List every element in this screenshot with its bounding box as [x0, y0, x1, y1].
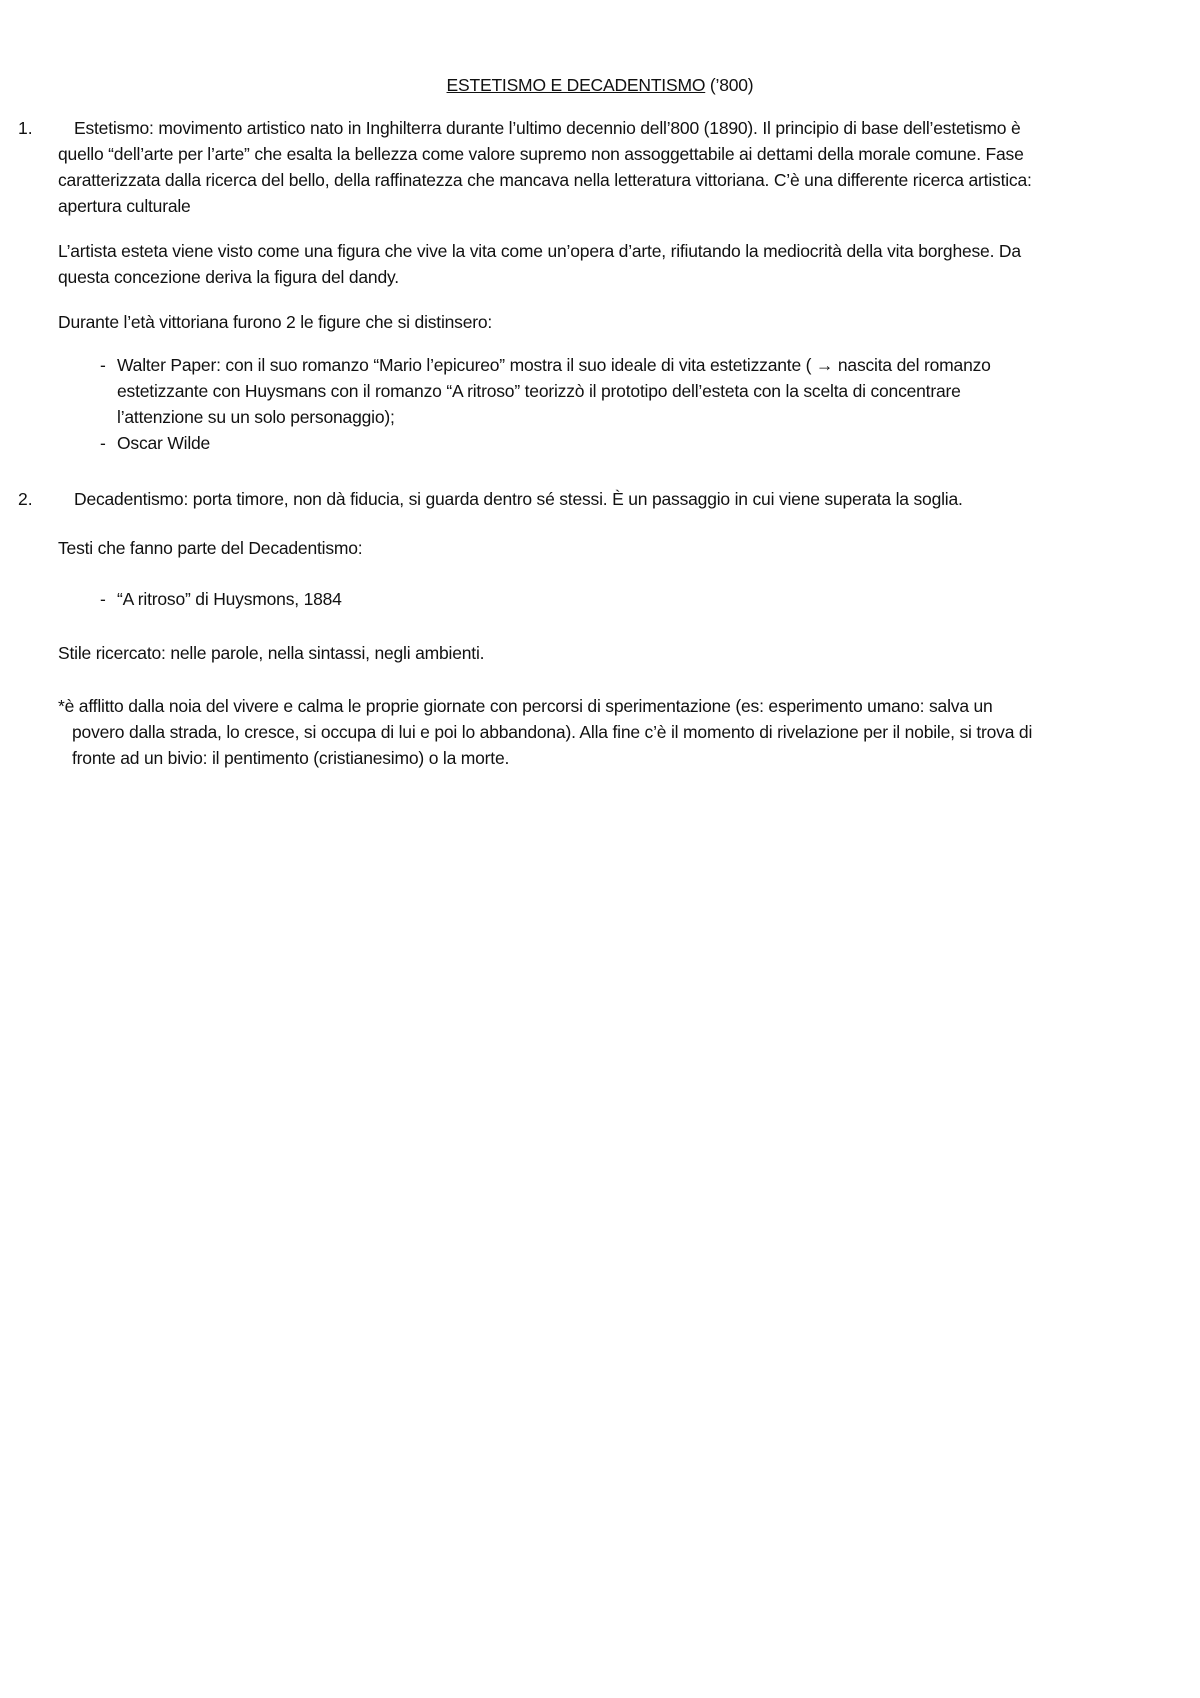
note-line-3: fronte ad un bivio: il pentimento (cristianesimo) o la morte. [72, 748, 510, 768]
section2-bullet-dash: - [100, 589, 106, 609]
section1-number: 1. [18, 118, 33, 138]
section2-bullet-text: “A ritroso” di Huysmons, 1884 [117, 589, 342, 609]
section1-line-2: quello “dell’arte per l’arte” che esalta la bellezza come valore supremo non assoggettabile ai dettami della morale comune. Fase [58, 144, 1024, 164]
bullet2-dash: - [100, 433, 106, 453]
bullet1-line-3: l’attenzione su un solo personaggio); [117, 407, 395, 427]
section1-line-3: caratterizzata dalla ricerca del bello, della raffinatezza che mancava nella letteratura vittoriana. C’è una differente ricerca artistica: [58, 170, 1032, 190]
bullet1-line-1: Walter Paper: con il suo romanzo “Mario l’epicureo” mostra il suo ideale di vita estetizzante ( → nascita del romanzo [117, 355, 991, 375]
title-main: ESTETISMO E DECADENTISMO [446, 75, 706, 95]
section2-line: Decadentismo: porta timore, non dà fiducia, si guarda dentro sé stessi. È un passaggio in cui viene superata la soglia. [74, 489, 963, 509]
para2-line-1: L’artista esteta viene visto come una figura che vive la vita come un’opera d’arte, rifiutando la mediocrità della vita borghese. Da [58, 241, 1021, 261]
texts-heading: Testi che fanno parte del Decadentismo: [58, 538, 363, 558]
style-line: Stile ricercato: nelle parole, nella sintassi, negli ambienti. [58, 643, 485, 663]
bullet1-dash: - [100, 355, 106, 375]
bullet1-line-2: estetizzante con Huysmans con il romanzo “A ritroso” teorizzò il prototipo dell’esteta con la scelta di concentrare [117, 381, 961, 401]
section1-line-1: Estetismo: movimento artistico nato in Inghilterra durante l’ultimo decennio dell’800 (1890). Il principio di base dell’estetismo è [74, 118, 1021, 138]
bullet2-line-1: Oscar Wilde [117, 433, 211, 453]
para3-line: Durante l’età vittoriana furono 2 le figure che si distinsero: [58, 312, 493, 332]
title-suffix: (’800) [705, 75, 754, 95]
section1-line-4: apertura culturale [58, 196, 191, 216]
note-line-2: povero dalla strada, lo cresce, si occupa di lui e poi lo abbandona). Alla fine c’è il momento di rivelazione per il nobile, si trova di [72, 722, 1033, 742]
section2-number: 2. [18, 489, 33, 509]
note-line-1: *è afflitto dalla noia del vivere e calma le proprie giornate con percorsi di sperimentazione (es: esperimento umano: salva un [58, 696, 993, 716]
document-title [0, 72, 1200, 98]
para2-line-2: questa concezione deriva la figura del dandy. [58, 267, 399, 287]
